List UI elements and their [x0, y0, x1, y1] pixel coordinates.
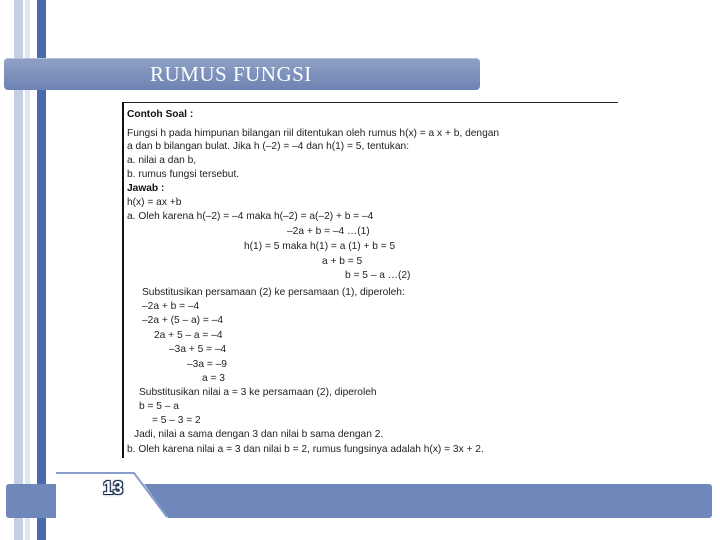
problem-line: a. nilai a dan b, [127, 155, 197, 166]
answer-line: b = 5 – a …(2) [345, 270, 411, 281]
answer-heading: Jawab : [127, 183, 165, 194]
problem-line: Fungsi h pada himpunan bilangan riil ditentukan oleh rumus h(x) = a x + b, dengan [127, 128, 500, 139]
content-left-border [122, 102, 124, 458]
page-number: 13 [102, 478, 124, 498]
answer-line: a = 3 [202, 373, 225, 384]
problem-line: b. rumus fungsi tersebut. [127, 169, 240, 180]
answer-line: Jadi, nilai a sama dengan 3 dan nilai b sama dengan 2. [134, 429, 384, 440]
example-content [122, 102, 618, 458]
slide-title: RUMUS FUNGSI [150, 62, 312, 86]
answer-line: –2a + b = –4 …(1) [287, 226, 370, 237]
answer-line: –2a + (5 – a) = –4 [142, 315, 223, 326]
answer-line: –3a = –9 [187, 359, 227, 370]
example-heading: Contoh Soal : [127, 109, 194, 120]
answer-line: a + b = 5 [322, 256, 363, 267]
answer-line: h(x) = ax +b [127, 197, 182, 208]
answer-line: h(1) = 5 maka h(1) = a (1) + b = 5 [244, 241, 396, 252]
answer-line: Substitusikan persamaan (2) ke persamaan (1), diperoleh: [142, 287, 405, 298]
answer-line: –2a + b = –4 [142, 301, 200, 312]
answer-line: 2a + 5 – a = –4 [154, 330, 223, 341]
answer-line: = 5 – 3 = 2 [152, 415, 201, 426]
answer-line: b = 5 – a [139, 401, 179, 412]
answer-line: Substitusikan nilai a = 3 ke persamaan (2), diperoleh [139, 387, 377, 398]
answer-line: –3a + 5 = –4 [169, 344, 227, 355]
problem-line: a dan b bilangan bulat. Jika h (–2) = –4 dan h(1) = 5, tentukan: [127, 141, 410, 152]
content-top-border [122, 102, 618, 103]
answer-line: a. Oleh karena h(–2) = –4 maka h(–2) = a(–2) + b = –4 [127, 211, 374, 222]
answer-line: b. Oleh karena nilai a = 3 dan nilai b = 2, rumus fungsinya adalah h(x) = 3x + 2. [127, 444, 484, 455]
